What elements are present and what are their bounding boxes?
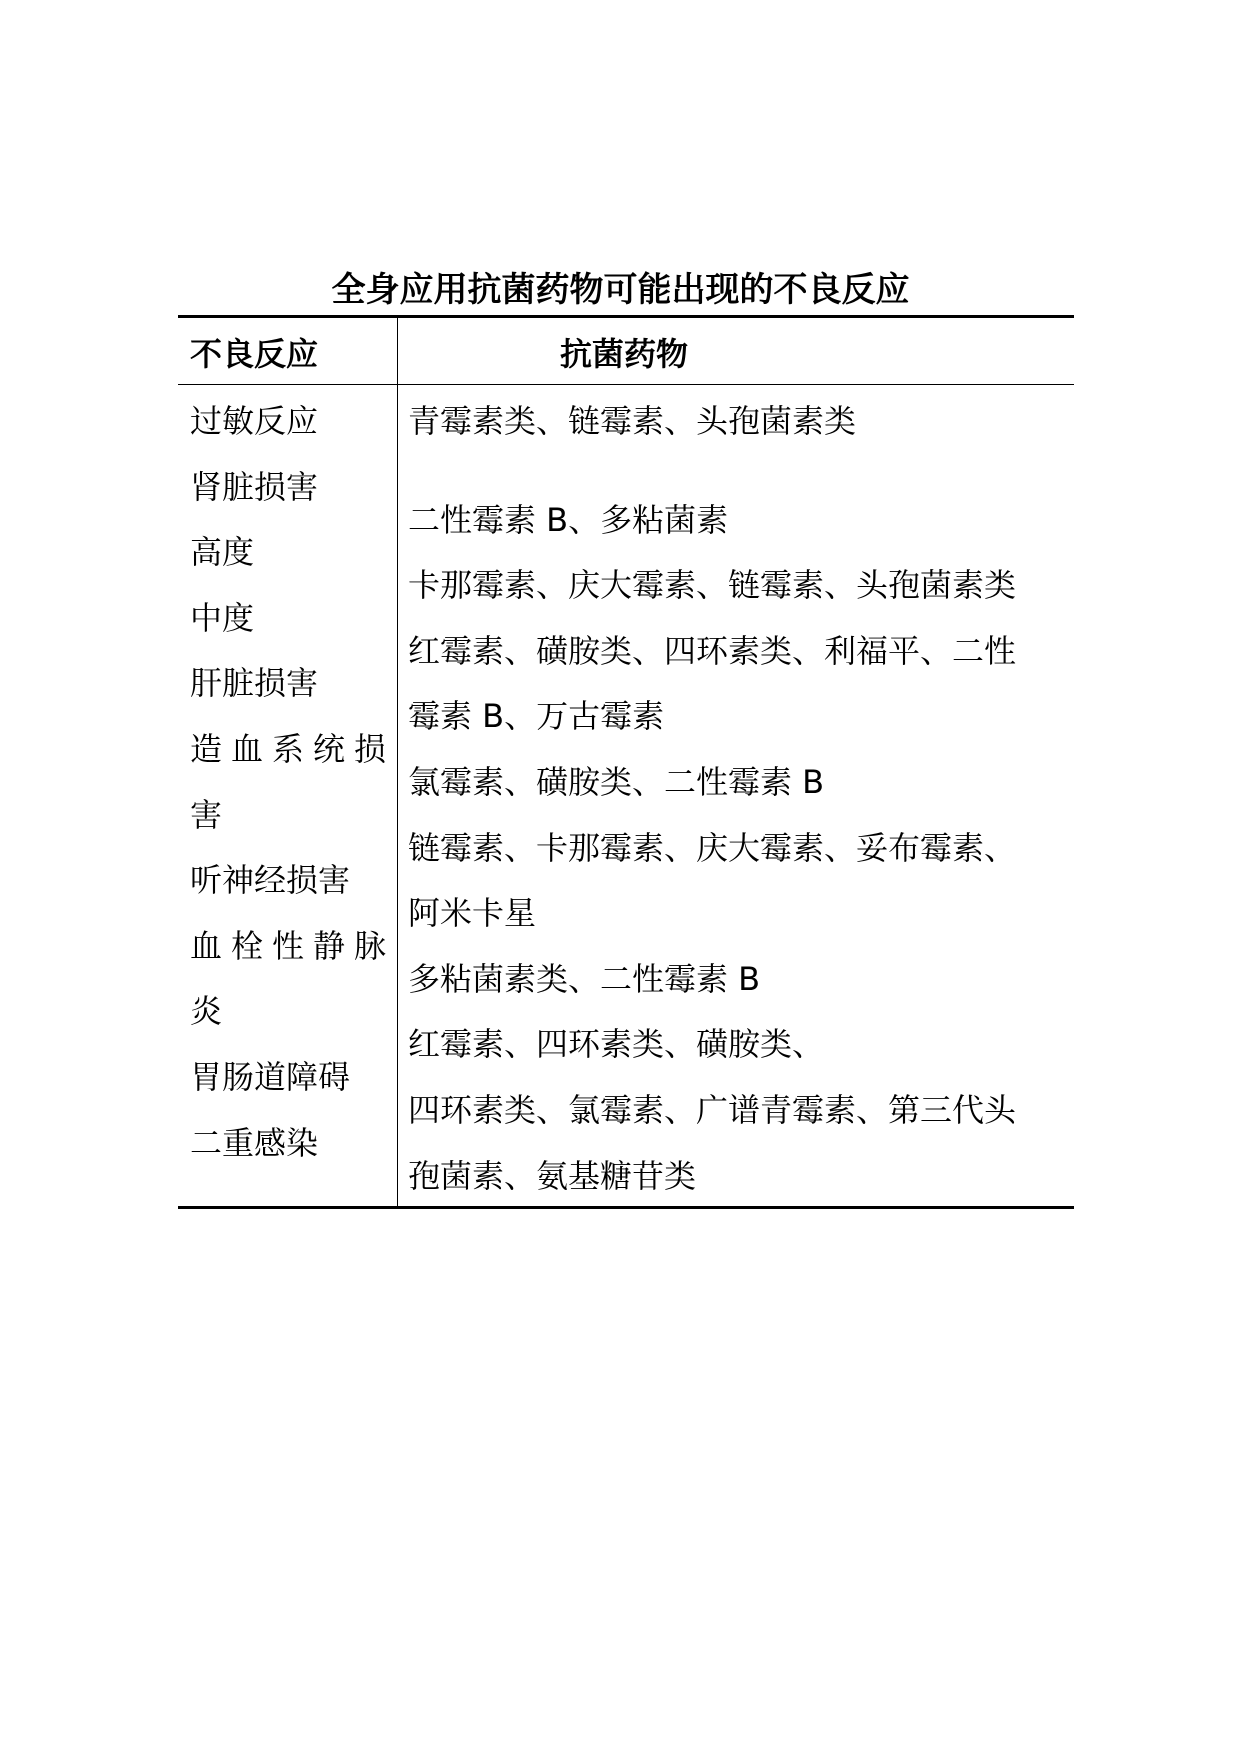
reaction-line: 肾脏损害 — [190, 467, 319, 506]
reaction-line: 炎 — [190, 992, 223, 1031]
drug-line: 霉素 B、万古霉素 — [408, 697, 665, 736]
reaction-line: 高度 — [190, 533, 255, 572]
table-header-rule — [178, 384, 1074, 385]
reaction-line: 二重感染 — [190, 1123, 319, 1162]
drug-line: 链霉素、卡那霉素、庆大霉素、妥布霉素、 — [408, 828, 1017, 867]
table-column-divider — [397, 318, 398, 1206]
drug-line: 二性霉素 B、多粘菌素 — [408, 500, 729, 539]
table-top-rule — [178, 315, 1074, 318]
drug-line: 青霉素类、链霉素、头孢菌素类 — [408, 402, 857, 440]
drug-line: 红霉素、四环素类、磺胺类、 — [408, 1025, 825, 1064]
drug-column — [408, 389, 1016, 1209]
drug-line: 四环素类、氯霉素、广谱青霉素、第三代头 — [408, 1090, 1017, 1129]
reaction-line: 肝脏损害 — [190, 664, 319, 703]
reaction-line: 害 — [190, 795, 223, 834]
header-reaction: 不良反应 — [190, 335, 319, 373]
reaction-line: 听神经损害 — [190, 861, 351, 900]
table-title: 全身应用抗菌药物可能出现的不良反应 — [331, 270, 910, 310]
header-drugs: 抗菌药物 — [560, 335, 689, 373]
drug-line: 红霉素、磺胺类、四环素类、利福平、二性 — [408, 631, 1017, 670]
drug-line: 孢菌素、氨基糖苷类 — [408, 1156, 697, 1195]
reaction-column — [190, 389, 395, 1176]
reaction-line: 造血系统损 — [190, 729, 396, 768]
drug-line: 阿米卡星 — [408, 894, 537, 933]
reaction-line: 血栓性静脉 — [190, 926, 396, 965]
drug-line: 多粘菌素类、二性霉素 B — [408, 959, 761, 998]
drug-spacer — [408, 455, 1016, 488]
reaction-line: 胃肠道障碍 — [190, 1057, 351, 1096]
drug-line: 氯霉素、磺胺类、二性霉素 B — [408, 762, 825, 801]
reaction-line: 过敏反应 — [190, 402, 319, 440]
drug-line: 卡那霉素、庆大霉素、链霉素、头孢菌素类 — [408, 566, 1017, 605]
reaction-line: 中度 — [190, 598, 255, 637]
